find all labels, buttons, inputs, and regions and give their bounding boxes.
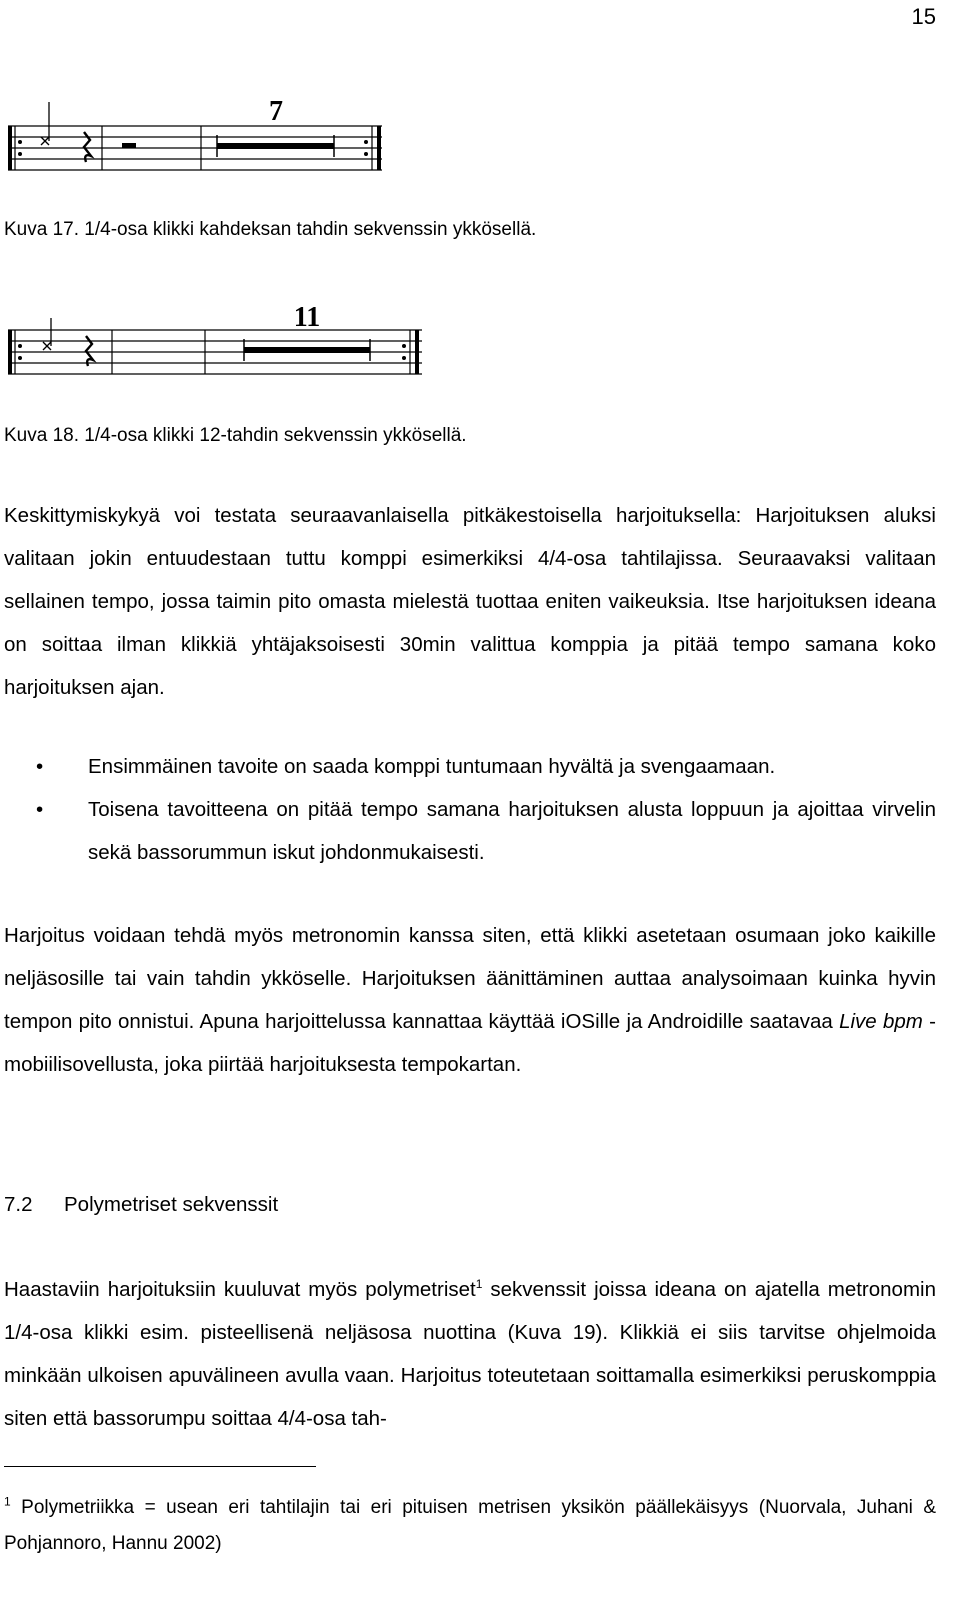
paragraph-text: Haastaviin harjoituksiin kuuluvat myös polymetriset <box>4 1278 476 1301</box>
paragraph-text: Harjoitus voidaan tehdä myös metronomin kanssa siten, että klikki asetetaan osumaan joko kaikille neljäsosille tai vain tahdin ykköselle. Harjoituksen äänittäminen auttaa analysoimaan kuinka hyvin tempon pito onnistui. Apuna harjoittelussa kannattaa käyttää iOSille ja Androidille saatavaa <box>4 924 936 1033</box>
list-item <box>36 788 936 874</box>
footnote-marker: 1 <box>4 1494 11 1509</box>
measure-count: 11 <box>293 302 321 333</box>
cross-notehead <box>43 318 51 350</box>
footnote <box>4 1490 936 1562</box>
measure-count: 7 <box>269 96 283 127</box>
section-number: 7.2 <box>4 1193 33 1216</box>
paragraph-polymetric <box>4 1268 936 1440</box>
section-title: Polymetriset sekvenssit <box>64 1193 279 1216</box>
notation-figure-18 <box>4 302 424 382</box>
footnote-text: Polymetriikka = usean eri tahtilajin tai eri pituisen metrisen yksikön päällekäisyys (Nuorvala, Juhani & Pohjannoro, Hannu 2002) <box>4 1497 936 1554</box>
multimeasure-rest-bar <box>244 347 370 353</box>
cross-notehead <box>41 102 49 145</box>
paragraph-concentration-exercise: Keskittymiskykyä voi testata seuraavanlaisella pitkäkestoisella harjoituksella: Harjoituksen aluksi valitaan jokin entuudestaan tuttu komppi esimerkiksi 4/4-osa tahtilajissa. Seuraavaksi valitaan sellainen tempo, jossa taimin pito omasta mielestä tuottaa eniten vaikeuksia. Itse harjoituksen ideana on soittaa ilman klikkiä yhtäjaksoisesti 30min valittua komppia ja pitää tempo samana koko harjoituksen ajan. <box>4 504 936 699</box>
list-item <box>36 745 936 788</box>
paragraph-text: -mobiilisovellusta, joka piirtää harjoituksesta tempokartan. <box>4 1010 936 1076</box>
half-rest <box>122 143 136 148</box>
multimeasure-rest-bar <box>217 143 334 149</box>
paragraph-metronome-exercise <box>4 914 936 1086</box>
paragraph-text: sekvenssit joissa ideana on ajatella metronomin 1/4-osa klikki esim. pisteellisenä neljäsosa nuottina (Kuva 19). Klikkiä ei siis tarvitse ohjelmoida minkään ulkoisen apuvälineen avulla vaan. Harjoitus toteutetaan soittamalla esimerkiksi peruskomppia siten että bassorumpu soittaa 4/4-osa tah- <box>4 1278 936 1430</box>
list-item-text: Toisena tavoitteena on pitää tempo samana harjoituksen alusta loppuun ja ajoittaa virvelin sekä bassorummun iskut johdonmukaisesti. <box>88 798 936 864</box>
goal-list <box>36 745 936 874</box>
app-name: Live bpm <box>839 1010 923 1033</box>
footnote-reference: 1 <box>475 1277 483 1292</box>
figure-17-caption: Kuva 17. 1/4-osa klikki kahdeksan tahdin sekvenssin ykkösellä. <box>4 219 537 240</box>
footnote-divider <box>4 1466 316 1467</box>
list-item-text: Ensimmäinen tavoite on saada komppi tuntumaan hyvältä ja svengaamaan. <box>88 755 776 778</box>
bullet-icon: • <box>36 755 44 778</box>
page-number: 15 <box>911 4 936 29</box>
bullet-icon: • <box>36 798 44 821</box>
notation-figure-17 <box>4 96 384 178</box>
figure-18-caption: Kuva 18. 1/4-osa klikki 12-tahdin sekvenssin ykkösellä. <box>4 425 467 446</box>
section-heading <box>4 1193 278 1217</box>
